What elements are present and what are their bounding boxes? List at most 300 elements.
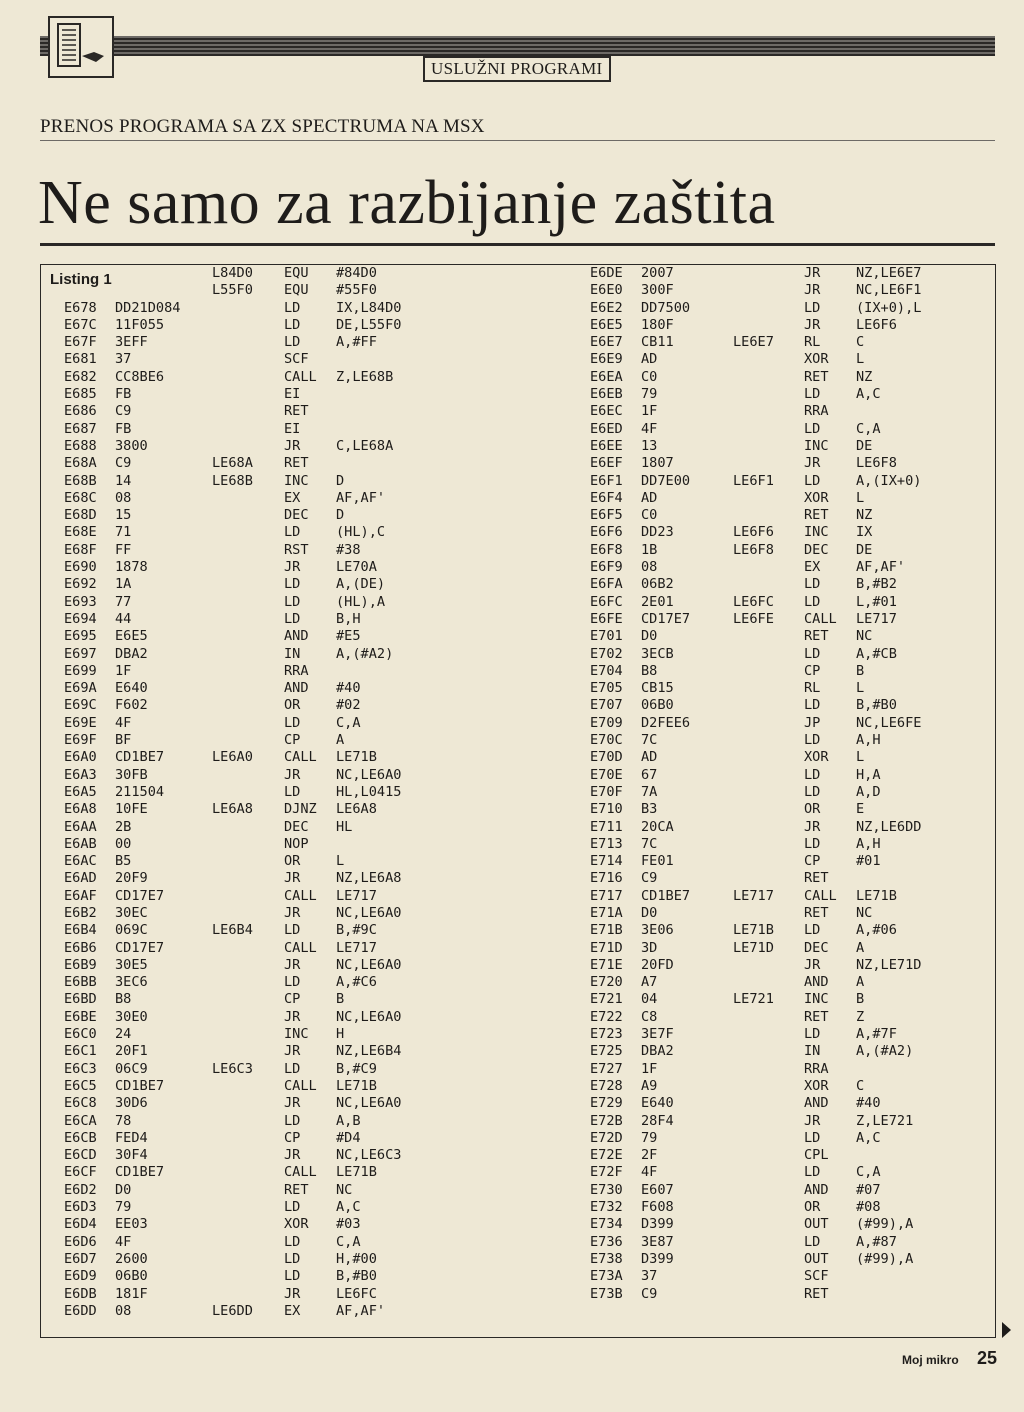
listing-address: E72F: [590, 1164, 623, 1181]
listing-mnemonic: LD: [804, 1129, 821, 1146]
listing-label: LE721: [733, 991, 774, 1008]
listing-address: E721: [590, 991, 623, 1008]
listing-address: E6AA: [64, 818, 97, 835]
listing-label: L55F0: [212, 282, 253, 299]
listing-opcode: E6E5: [115, 628, 148, 645]
listing-operand: NC: [856, 628, 873, 645]
listing-address: E705: [590, 680, 623, 697]
footer-brand: Moj mikro: [902, 1353, 959, 1367]
listing-address: E6EE: [590, 437, 623, 454]
listing-opcode: AD: [641, 749, 658, 766]
listing-label: LE6F6: [733, 524, 774, 541]
listing-mnemonic: JR: [284, 766, 301, 783]
listing-address: E70E: [590, 766, 623, 783]
listing-opcode: 2600: [115, 1250, 148, 1267]
listing-address: E704: [590, 662, 623, 679]
listing-operand: NC,LE6A0: [336, 766, 402, 783]
listing-mnemonic: JR: [804, 265, 821, 281]
listing-opcode: C8: [641, 1008, 658, 1025]
listing-mnemonic: CALL: [284, 1077, 317, 1094]
listing-mnemonic: LD: [284, 1233, 301, 1250]
listing-mnemonic: CALL: [284, 887, 317, 904]
listing-opcode: 37: [641, 1268, 658, 1285]
listing-operand: #03: [336, 1216, 361, 1233]
listing-opcode: BF: [115, 732, 132, 749]
listing-opcode: AD: [641, 351, 658, 368]
listing-opcode: 06B0: [641, 697, 674, 714]
listing-mnemonic: JR: [804, 956, 821, 973]
listing-address: E68B: [64, 472, 97, 489]
listing-operand: NC: [336, 1181, 353, 1198]
listing-mnemonic: JR: [284, 559, 301, 576]
listing-label: LE6FE: [733, 610, 774, 627]
listing-operand: C,A: [336, 714, 361, 731]
listing-mnemonic: XOR: [804, 489, 829, 506]
listing-mnemonic: CALL: [804, 887, 837, 904]
listing-operand: NC,LE6F1: [856, 282, 922, 299]
listing-address: E6AC: [64, 853, 97, 870]
listing-opcode: 3EFF: [115, 334, 148, 351]
listing-operand: A,#CB: [856, 645, 897, 662]
listing-mnemonic: RST: [284, 541, 309, 558]
listing-operand: NC,LE6A0: [336, 956, 402, 973]
listing-mnemonic: LD: [284, 1112, 301, 1129]
listing-operand: LE717: [336, 887, 377, 904]
listing-opcode: 3800: [115, 437, 148, 454]
listing-opcode: 1F: [115, 662, 132, 679]
listing-address: E720: [590, 974, 623, 991]
listing-address: E711: [590, 818, 623, 835]
listing-mnemonic: RET: [804, 1285, 829, 1302]
listing-operand: E: [856, 801, 865, 818]
listing-mnemonic: JR: [284, 956, 301, 973]
listing-address: E6FC: [590, 593, 623, 610]
listing-address: E6C1: [64, 1043, 97, 1060]
listing-operand: A,(#A2): [336, 645, 394, 662]
listing-opcode: 11F055: [115, 316, 165, 333]
listing-address: E6A3: [64, 766, 97, 783]
listing-mnemonic: EI: [284, 420, 301, 437]
listing-label: LE6FC: [733, 593, 774, 610]
listing-opcode: 79: [641, 386, 658, 403]
listing-address: E6E7: [590, 334, 623, 351]
listing-operand: Z,LE721: [856, 1112, 914, 1129]
listing-opcode: CB15: [641, 680, 674, 697]
listing-opcode: 1F: [641, 1060, 658, 1077]
listing-operand: DE,L55F0: [336, 316, 402, 333]
listing-opcode: 44: [115, 610, 132, 627]
listing-opcode: F608: [641, 1199, 674, 1216]
listing-mnemonic: RRA: [284, 662, 309, 679]
listing-mnemonic: JR: [284, 1095, 301, 1112]
listing-opcode: D0: [115, 1181, 132, 1198]
divider: [40, 140, 995, 141]
listing-mnemonic: JR: [804, 282, 821, 299]
listing-opcode: 180F: [641, 316, 674, 333]
listing-mnemonic: XOR: [804, 351, 829, 368]
listing-mnemonic: INC: [804, 437, 829, 454]
listing-mnemonic: CALL: [284, 939, 317, 956]
listing-operand: L: [856, 351, 865, 368]
listing-operand: A,#87: [856, 1233, 897, 1250]
listing-address: E6C8: [64, 1095, 97, 1112]
listing-address: E738: [590, 1250, 623, 1267]
listing-mnemonic: CPL: [804, 1147, 829, 1164]
listing-mnemonic: LD: [804, 645, 821, 662]
listing-operand: B: [336, 991, 345, 1008]
listing-operand: A,#06: [856, 922, 897, 939]
listing-address: E6B6: [64, 939, 97, 956]
listing-label: LE6A8: [212, 801, 253, 818]
column-logo-icon: [48, 16, 114, 78]
listing-address: E713: [590, 835, 623, 852]
listing-opcode: 67: [641, 766, 658, 783]
listing-mnemonic: JR: [804, 316, 821, 333]
listing-opcode: FED4: [115, 1129, 148, 1146]
listing-mnemonic: CP: [284, 991, 301, 1008]
listing-mnemonic: LD: [804, 593, 821, 610]
listing-address: E6CF: [64, 1164, 97, 1181]
listing-operand: (#99),A: [856, 1250, 914, 1267]
listing-mnemonic: JR: [804, 818, 821, 835]
listing-opcode: 13: [641, 437, 658, 454]
listing-address: E729: [590, 1095, 623, 1112]
listing-operand: C,A: [336, 1233, 361, 1250]
listing-opcode: FB: [115, 420, 132, 437]
listing-opcode: DD23: [641, 524, 674, 541]
listing-address: E6EF: [590, 455, 623, 472]
listing-opcode: 3D: [641, 939, 658, 956]
listing-operand: #02: [336, 697, 361, 714]
listing-address: E6EC: [590, 403, 623, 420]
listing-address: E725: [590, 1043, 623, 1060]
listing-opcode: 20CA: [641, 818, 674, 835]
listing-operand: NZ,LE6DD: [856, 818, 922, 835]
page-number: 25: [977, 1348, 998, 1368]
listing-mnemonic: OR: [804, 801, 821, 818]
listing-mnemonic: XOR: [804, 749, 829, 766]
listing-opcode: 71: [115, 524, 132, 541]
listing-opcode: 08: [115, 489, 132, 506]
listing-mnemonic: JR: [284, 437, 301, 454]
listing-mnemonic: EX: [284, 489, 301, 506]
listing-opcode: CD1BE7: [115, 1164, 165, 1181]
listing-address: E6AD: [64, 870, 97, 887]
listing-address: E6EA: [590, 368, 623, 385]
listing-opcode: 7A: [641, 783, 658, 800]
listing-mnemonic: RET: [284, 403, 309, 420]
listing-mnemonic: DJNZ: [284, 801, 317, 818]
listing-operand: A: [336, 732, 345, 749]
listing-operand: B,#B0: [856, 697, 897, 714]
listing-operand: NZ,LE6A8: [336, 870, 402, 887]
listing-address: E692: [64, 576, 97, 593]
listing-operand: L,#01: [856, 593, 897, 610]
listing-operand: #01: [856, 853, 881, 870]
listing-mnemonic: LD: [284, 316, 301, 333]
listing-operand: LE71B: [336, 1164, 377, 1181]
listing-opcode: CC8BE6: [115, 368, 165, 385]
listing-operand: NC,LE6A0: [336, 1095, 402, 1112]
listing-mnemonic: EQU: [284, 265, 309, 281]
listing-mnemonic: JR: [284, 1285, 301, 1302]
listing-opcode: 78: [115, 1112, 132, 1129]
continue-arrow-icon: [1002, 1322, 1011, 1338]
listing-opcode: 20FD: [641, 956, 674, 973]
listing-operand: LE717: [856, 610, 897, 627]
listing-opcode: DBA2: [641, 1043, 674, 1060]
listing-operand: #38: [336, 541, 361, 558]
listing-mnemonic: LD: [804, 766, 821, 783]
listing-opcode: 1A: [115, 576, 132, 593]
listing-mnemonic: LD: [284, 974, 301, 991]
listing-opcode: D399: [641, 1250, 674, 1267]
listing-mnemonic: LD: [284, 299, 301, 316]
listing-operand: DE: [856, 541, 873, 558]
listing-operand: NC,LE6A0: [336, 1008, 402, 1025]
listing-address: E68D: [64, 507, 97, 524]
listing-operand: NZ,LE71D: [856, 956, 922, 973]
listing-opcode: 2F: [641, 1147, 658, 1164]
listing-mnemonic: AND: [804, 1095, 829, 1112]
listing-operand: B: [856, 662, 865, 679]
listing-mnemonic: LD: [284, 1199, 301, 1216]
listing-operand: C: [856, 334, 865, 351]
listing-mnemonic: JR: [804, 1112, 821, 1129]
listing-operand: LE717: [336, 939, 377, 956]
listing-address: E70D: [590, 749, 623, 766]
listing-address: E6ED: [590, 420, 623, 437]
listing-address: E71D: [590, 939, 623, 956]
listing-operand: B,#9C: [336, 922, 377, 939]
listing-operand: A,#7F: [856, 1026, 897, 1043]
listing-opcode: 4F: [115, 714, 132, 731]
listing-address: E688: [64, 437, 97, 454]
listing-mnemonic: OR: [284, 697, 301, 714]
listing-opcode: 24: [115, 1026, 132, 1043]
listing-opcode: 3E7F: [641, 1026, 674, 1043]
listing-address: E6BE: [64, 1008, 97, 1025]
listing-opcode: 79: [115, 1199, 132, 1216]
listing-operand: H,A: [856, 766, 881, 783]
listing-mnemonic: LD: [284, 576, 301, 593]
listing-operand: B,H: [336, 610, 361, 627]
listing-operand: #40: [856, 1095, 881, 1112]
listing-operand: A,C: [856, 386, 881, 403]
listing-opcode: FE01: [641, 853, 674, 870]
listing-operand: NZ,LE6E7: [856, 265, 922, 281]
listing-mnemonic: LD: [804, 835, 821, 852]
listing-label: L84D0: [212, 265, 253, 281]
listing-opcode: 2B: [115, 818, 132, 835]
listing-operand: C,A: [856, 1164, 881, 1181]
listing-address: E6DD: [64, 1302, 97, 1319]
listing-address: E68E: [64, 524, 97, 541]
listing-operand: NC,LE6FE: [856, 714, 922, 731]
listing-address: E6AB: [64, 835, 97, 852]
listing-mnemonic: RET: [804, 628, 829, 645]
listing-mnemonic: RL: [804, 680, 821, 697]
listing-mnemonic: OR: [804, 1199, 821, 1216]
listing-operand: LE6F6: [856, 316, 897, 333]
listing-address: E6B4: [64, 922, 97, 939]
listing-opcode: E640: [641, 1095, 674, 1112]
listing-operand: #07: [856, 1181, 881, 1198]
listing-operand: LE6FC: [336, 1285, 377, 1302]
listing-mnemonic: JR: [804, 455, 821, 472]
listing-address: E69A: [64, 680, 97, 697]
listing-opcode: 08: [641, 559, 658, 576]
listing-opcode: F602: [115, 697, 148, 714]
listing-mnemonic: AND: [804, 974, 829, 991]
listing-operand: D: [336, 507, 345, 524]
listing-address: E6F4: [590, 489, 623, 506]
listing-operand: #D4: [336, 1129, 361, 1146]
listing-operand: C,LE68A: [336, 437, 394, 454]
listing-address: E67F: [64, 334, 97, 351]
listing-operand: NC,LE6C3: [336, 1147, 402, 1164]
listing-opcode: 069C: [115, 922, 148, 939]
listing-operand: L: [856, 749, 865, 766]
listing-mnemonic: LD: [284, 1250, 301, 1267]
listing-opcode: DD7500: [641, 299, 691, 316]
listing-address: E6FE: [590, 610, 623, 627]
listing-operand: L: [336, 853, 345, 870]
listing-opcode: FB: [115, 386, 132, 403]
listing-opcode: 30F4: [115, 1147, 148, 1164]
listing-opcode: AD: [641, 489, 658, 506]
listing-address: E6DE: [590, 265, 623, 281]
listing-operand: A: [856, 974, 865, 991]
listing-mnemonic: LD: [804, 1233, 821, 1250]
listing-mnemonic: LD: [804, 922, 821, 939]
listing-operand: LE71B: [336, 1077, 377, 1094]
listing-operand: NZ,LE6B4: [336, 1043, 402, 1060]
listing-address: E6EB: [590, 386, 623, 403]
listing-address: E6BD: [64, 991, 97, 1008]
listing-opcode: FF: [115, 541, 132, 558]
listing-mnemonic: JP: [804, 714, 821, 731]
listing-operand: A,D: [856, 783, 881, 800]
listing-address: E727: [590, 1060, 623, 1077]
listing-mnemonic: LD: [804, 697, 821, 714]
listing-label: LE6C3: [212, 1060, 253, 1077]
listing-address: E6F9: [590, 559, 623, 576]
listing-operand: AF,AF': [856, 559, 906, 576]
listing-opcode: 4F: [641, 1164, 658, 1181]
listing-address: E734: [590, 1216, 623, 1233]
listing-operand: A: [856, 939, 865, 956]
article-kicker: PRENOS PROGRAMA SA ZX SPECTRUMA NA MSX: [40, 116, 485, 137]
listing-mnemonic: CP: [804, 662, 821, 679]
listing-opcode: 1B: [641, 541, 658, 558]
listing-opcode: CD17E7: [115, 887, 165, 904]
listing-mnemonic: INC: [284, 1026, 309, 1043]
listing-address: E6CA: [64, 1112, 97, 1129]
listing-mnemonic: CP: [804, 853, 821, 870]
listing-operand: A,#C6: [336, 974, 377, 991]
listing-mnemonic: SCF: [804, 1268, 829, 1285]
listing-address: E6F5: [590, 507, 623, 524]
listing-mnemonic: CALL: [284, 1164, 317, 1181]
listing-opcode: 30FB: [115, 766, 148, 783]
listing-operand: L: [856, 680, 865, 697]
listing-opcode: EE03: [115, 1216, 148, 1233]
listing-mnemonic: LD: [284, 593, 301, 610]
listing-address: E6B2: [64, 904, 97, 921]
listing-mnemonic: CALL: [284, 368, 317, 385]
listing-mnemonic: LD: [284, 1060, 301, 1077]
listing-address: E6F8: [590, 541, 623, 558]
listing-address: E6CB: [64, 1129, 97, 1146]
listing-operand: (#99),A: [856, 1216, 914, 1233]
listing-mnemonic: LD: [284, 610, 301, 627]
listing-address: E72D: [590, 1129, 623, 1146]
listing-opcode: C9: [641, 870, 658, 887]
listing-address: E722: [590, 1008, 623, 1025]
listing-address: E690: [64, 559, 97, 576]
listing-mnemonic: IN: [804, 1043, 821, 1060]
listing-address: E6B9: [64, 956, 97, 973]
listing-mnemonic: RL: [804, 334, 821, 351]
listing-address: E71A: [590, 904, 623, 921]
listing-title: Listing 1: [50, 271, 112, 288]
listing-mnemonic: RET: [804, 507, 829, 524]
listing-opcode: 06B2: [641, 576, 674, 593]
listing-operand: B,#C9: [336, 1060, 377, 1077]
listing-address: E6D2: [64, 1181, 97, 1198]
listing-mnemonic: OUT: [804, 1216, 829, 1233]
listing-opcode: 4F: [115, 1233, 132, 1250]
listing-opcode: 3ECB: [641, 645, 674, 662]
listing-mnemonic: RRA: [804, 1060, 829, 1077]
listing-operand: #E5: [336, 628, 361, 645]
listing-label: LE6DD: [212, 1302, 253, 1319]
listing-opcode: 300F: [641, 282, 674, 299]
listing-opcode: D2FEE6: [641, 714, 691, 731]
listing-opcode: B8: [641, 662, 658, 679]
listing-mnemonic: LD: [284, 922, 301, 939]
listing-opcode: 08: [115, 1302, 132, 1319]
listing-address: E6C3: [64, 1060, 97, 1077]
listing-mnemonic: EX: [804, 559, 821, 576]
listing-opcode: 28F4: [641, 1112, 674, 1129]
listing-opcode: 3EC6: [115, 974, 148, 991]
listing-opcode: E607: [641, 1181, 674, 1198]
listing-label: LE71B: [733, 922, 774, 939]
listing-address: E687: [64, 420, 97, 437]
listing-mnemonic: SCF: [284, 351, 309, 368]
listing-address: E6CD: [64, 1147, 97, 1164]
listing-opcode: 37: [115, 351, 132, 368]
listing-address: E71E: [590, 956, 623, 973]
listing-mnemonic: EQU: [284, 282, 309, 299]
listing-address: E6C5: [64, 1077, 97, 1094]
listing-opcode: 15: [115, 507, 132, 524]
listing-address: E69E: [64, 714, 97, 731]
listing-opcode: D399: [641, 1216, 674, 1233]
listing-mnemonic: LD: [804, 420, 821, 437]
listing-operand: H,#00: [336, 1250, 377, 1267]
listing-label: LE68A: [212, 455, 253, 472]
listing-operand: B: [856, 991, 865, 1008]
listing-operand: A,(#A2): [856, 1043, 914, 1060]
listing-opcode: 1F: [641, 403, 658, 420]
listing-address: E6D6: [64, 1233, 97, 1250]
listing-frame: [40, 264, 996, 1338]
listing-address: E710: [590, 801, 623, 818]
listing-opcode: 7C: [641, 835, 658, 852]
